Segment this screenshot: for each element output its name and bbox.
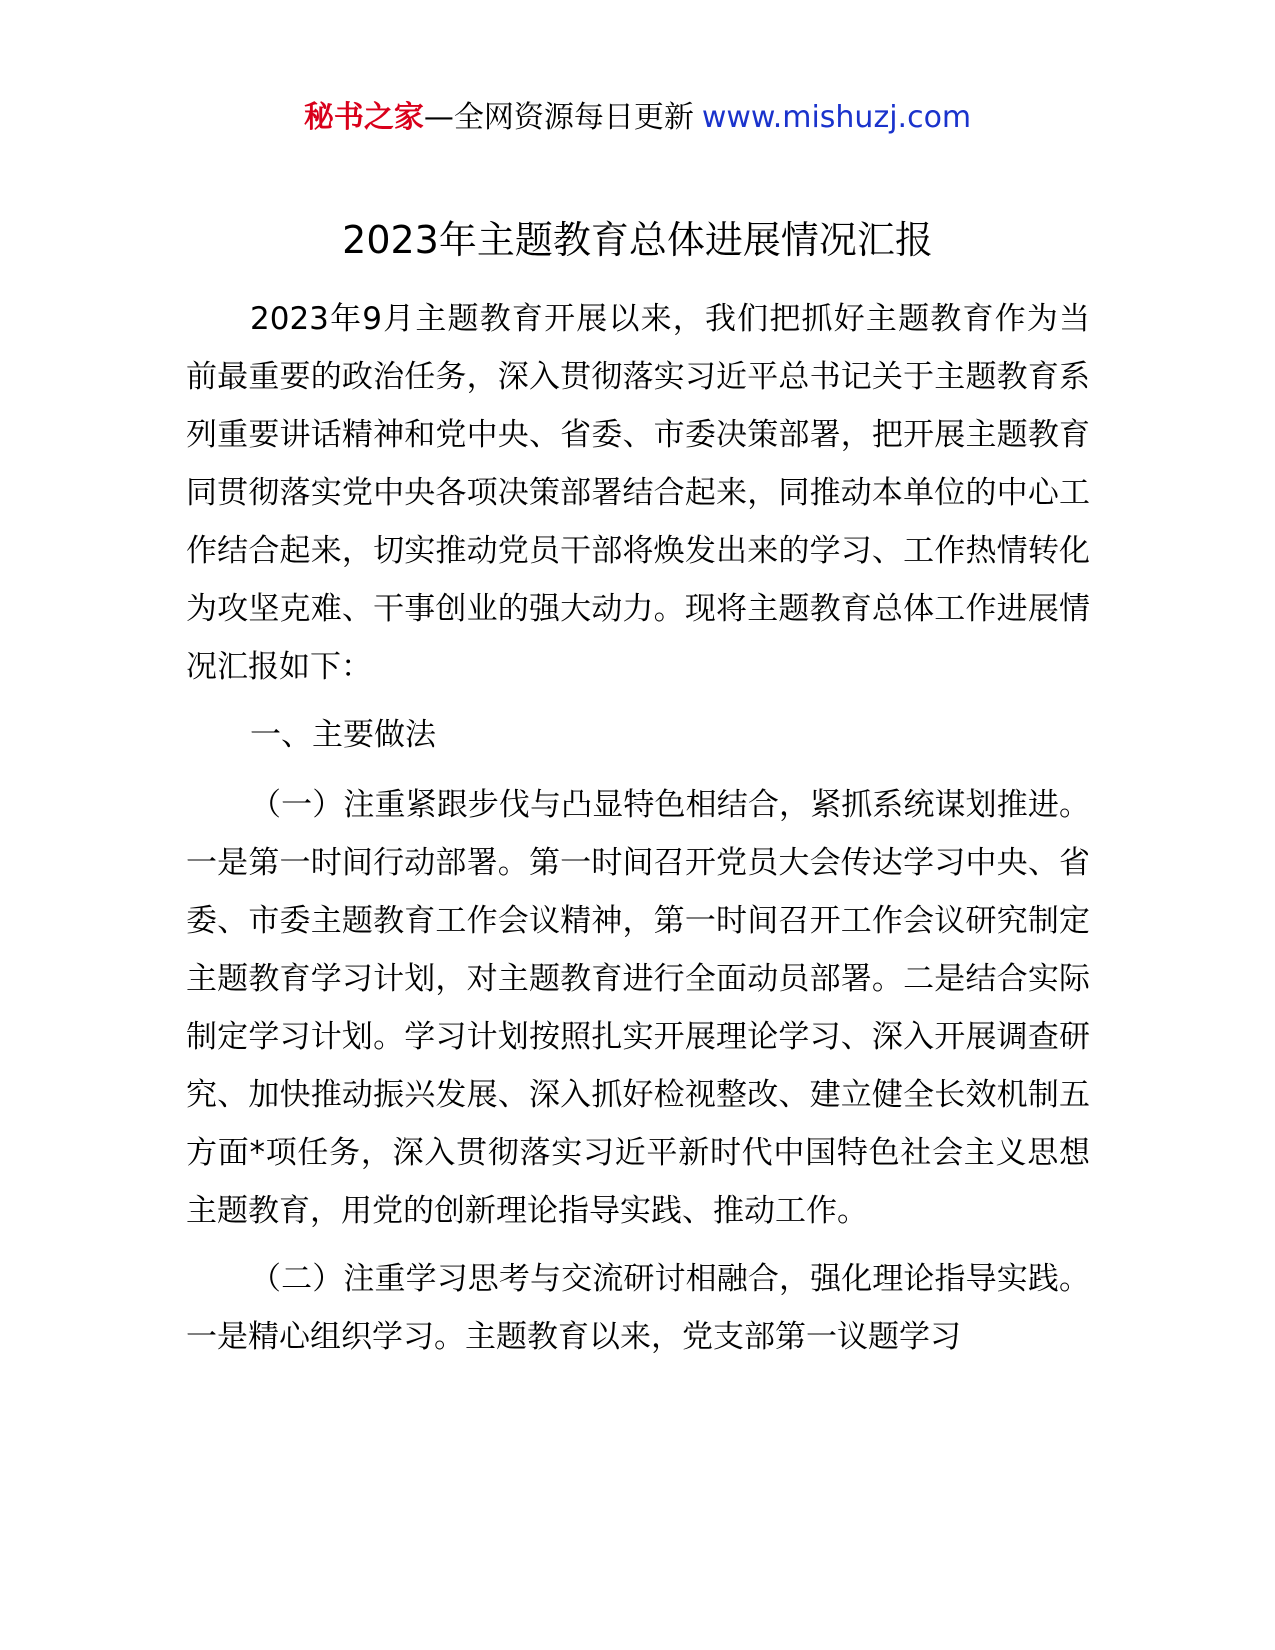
- document-body: [186, 290, 1090, 1376]
- site-url-link[interactable]: www.mishuzj.com: [701, 100, 972, 135]
- intro-paragraph: 2023年9月主题教育开展以来，我们把抓好主题教育作为当前最重要的政治任务，深入贯彻落实习近平总书记关于主题教育系列重要讲话精神和党中央、省委、市委决策部署，把开展主题教育同贯彻落实党中央各项决策部署结合起来，同推动本单位的中心工作结合起来，切实推动党员干部将焕发出来的学习、工作热情转化为攻坚克难、干事创业的强大动力。现将主题教育总体工作进展情况汇报如下：: [186, 301, 1090, 685]
- section-heading-main-practices: 一、主要做法: [250, 717, 436, 753]
- site-header-banner: [0, 96, 1275, 140]
- site-brand-name: 秘书之家: [303, 100, 424, 135]
- site-tagline: —全网资源每日更新: [423, 100, 694, 135]
- document-title: 2023年主题教育总体进展情况汇报: [342, 218, 933, 262]
- subsection-paragraph-2: （二）注重学习思考与交流研讨相融合，强化理论指导实践。一是精心组织学习。主题教育以来，党支部第一议题学习: [186, 1261, 1090, 1355]
- subsection-paragraph-1: （一）注重紧跟步伐与凸显特色相结合，紧抓系统谋划推进。一是第一时间行动部署。第一时间召开党员大会传达学习中央、省委、市委主题教育工作会议精神，第一时间召开工作会议研究制定主题教育学习计划，对主题教育进行全面动员部署。二是结合实际制定学习计划。学习计划按照扎实开展理论学习、深入开展调查研究、加快推动振兴发展、深入抓好检视整改、建立健全长效机制五方面*项任务，深入贯彻落实习近平新时代中国特色社会主义思想主题教育，用党的创新理论指导实践、推动工作。: [186, 787, 1090, 1229]
